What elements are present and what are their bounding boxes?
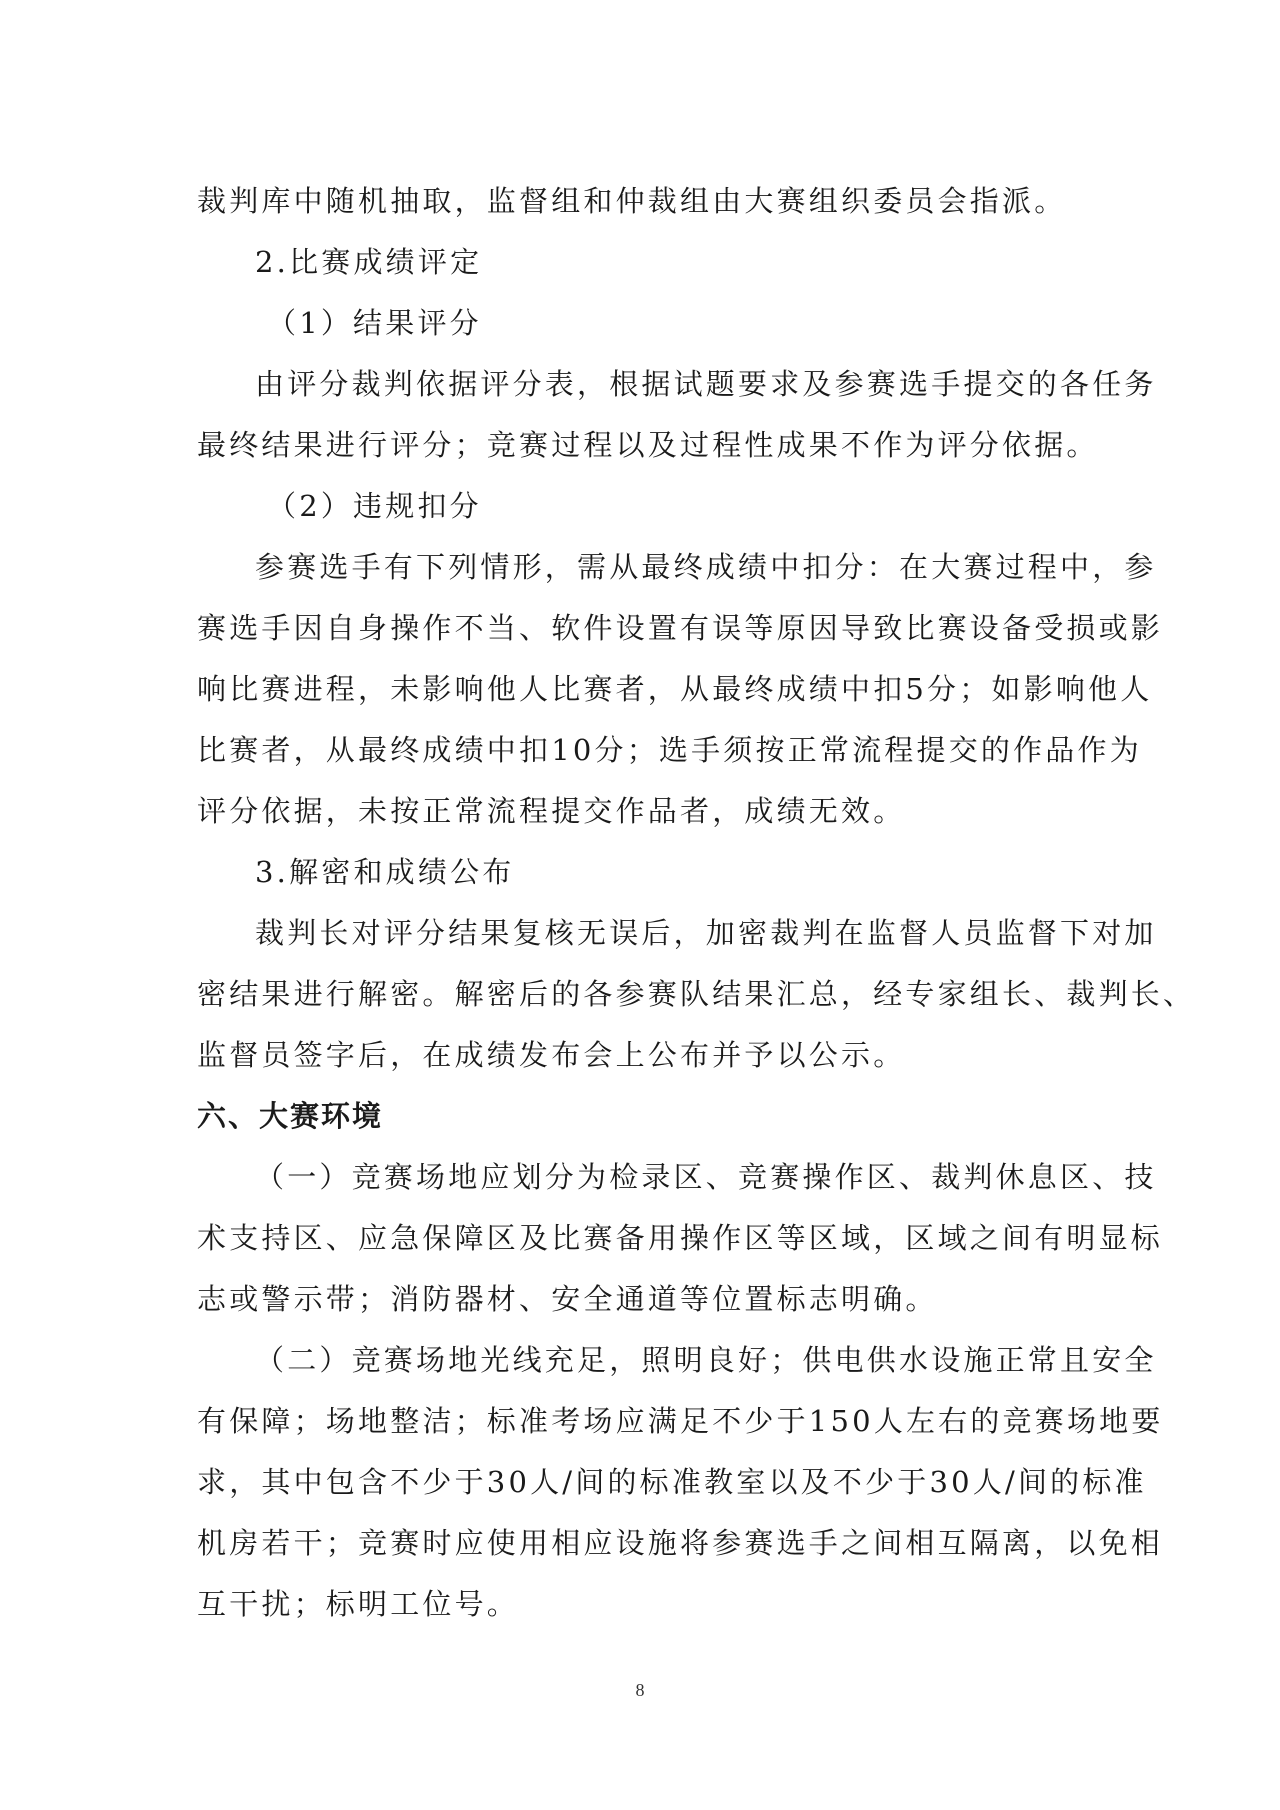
paragraph-line: （二）竞赛场地光线充足，照明良好；供电供水设施正常且安全 bbox=[255, 1343, 1157, 1377]
paragraph-line: 术支持区、应急保障区及比赛备用操作区等区域，区域之间有明显标 bbox=[197, 1221, 1164, 1255]
paragraph-line: 有保障；场地整洁；标准考场应满足不少于150人左右的竞赛场地要 bbox=[197, 1404, 1164, 1438]
item-heading: （2）违规扣分 bbox=[267, 489, 482, 523]
paragraph-line: 裁判库中随机抽取，监督组和仲裁组由大赛组织委员会指派。 bbox=[197, 184, 1067, 218]
page-number: 8 bbox=[635, 1680, 645, 1700]
document-body bbox=[197, 171, 1196, 1635]
paragraph-line: 响比赛进程，未影响他人比赛者，从最终成绩中扣5分；如影响他人 bbox=[197, 672, 1153, 706]
paragraph-line: 参赛选手有下列情形，需从最终成绩中扣分：在大赛过程中，参 bbox=[255, 550, 1157, 584]
paragraph-line: 赛选手因自身操作不当、软件设置有误等原因导致比赛设备受损或影 bbox=[197, 611, 1164, 645]
paragraph-line: （一）竞赛场地应划分为检录区、竞赛操作区、裁判休息区、技 bbox=[255, 1160, 1157, 1194]
paragraph-line: 由评分裁判依据评分表，根据试题要求及参赛选手提交的各任务 bbox=[255, 367, 1157, 401]
paragraph-line: 监督员签字后，在成绩发布会上公布并予以公示。 bbox=[197, 1038, 906, 1072]
subsection-heading: 2.比赛成绩评定 bbox=[255, 245, 483, 279]
paragraph-line: 机房若干；竞赛时应使用相应设施将参赛选手之间相互隔离，以免相 bbox=[197, 1526, 1164, 1560]
paragraph-line: 志或警示带；消防器材、安全通道等位置标志明确。 bbox=[197, 1282, 938, 1316]
paragraph-line: 求，其中包含不少于30人/间的标准教室以及不少于30人/间的标准 bbox=[197, 1465, 1147, 1499]
subsection-heading: 3.解密和成绩公布 bbox=[255, 855, 515, 889]
paragraph-line: 评分依据，未按正常流程提交作品者，成绩无效。 bbox=[197, 794, 906, 828]
paragraph-line: 最终结果进行评分；竞赛过程以及过程性成果不作为评分依据。 bbox=[197, 428, 1099, 462]
paragraph-line: 互干扰；标明工位号。 bbox=[197, 1587, 520, 1621]
item-heading: （1）结果评分 bbox=[267, 306, 482, 340]
paragraph-line: 比赛者，从最终成绩中扣10分；选手须按正常流程提交的作品作为 bbox=[197, 733, 1142, 767]
section-heading: 六、大赛环境 bbox=[197, 1099, 384, 1133]
paragraph-line: 裁判长对评分结果复核无误后，加密裁判在监督人员监督下对加 bbox=[255, 916, 1157, 950]
paragraph-line: 密结果进行解密。解密后的各参赛队结果汇总，经专家组长、裁判长、 bbox=[197, 977, 1196, 1011]
